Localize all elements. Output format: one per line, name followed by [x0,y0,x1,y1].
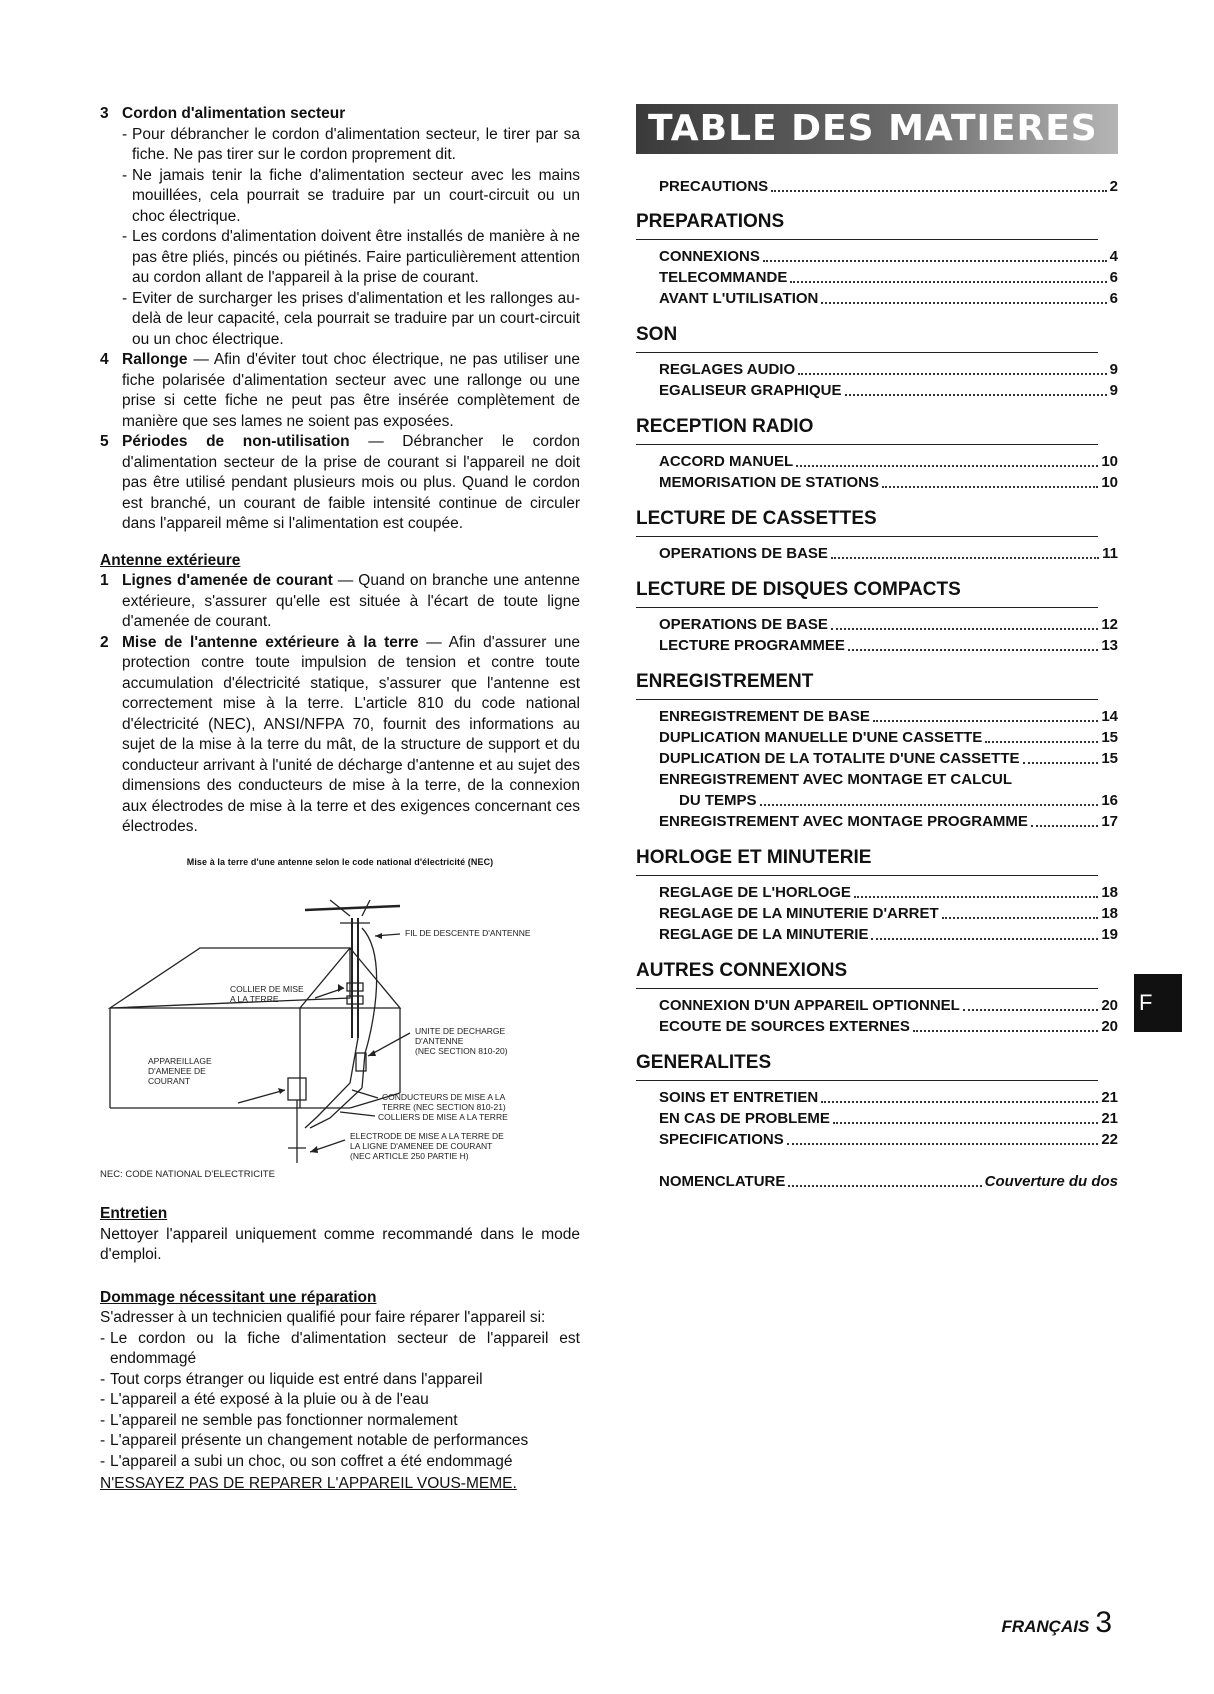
toc-entry-page: 11 [1102,545,1118,562]
item-text: — Quand on branche une antenne extérieure, s'assurer qu'elle est située à l'écart de toute ligne d'amenée de courant. [122,572,581,630]
toc-entry-page: 4 [1109,248,1118,265]
toc-entry-page: 19 [1101,926,1118,943]
toc-entry-page: 6 [1109,290,1118,307]
toc-entry-title: OPERATIONS DE BASE [659,545,828,562]
dot-leader [790,267,1106,283]
toc-entry[interactable] [659,288,1118,309]
dot-leader [821,288,1106,304]
toc-entry-title: DUPLICATION MANUELLE D'UNE CASSETTE [659,729,983,746]
label-lead-in: FIL DE DESCENTE D'ANTENNE [405,928,531,938]
item-number: 3 [100,105,109,122]
item-4 [100,350,580,432]
toc-entry-title: DUPLICATION DE LA TOTALITE D'UNE CASSETTE [659,750,1020,767]
dot-leader [882,472,1098,488]
dot-leader [873,706,1098,722]
table-of-contents [636,104,1118,1207]
toc-entry-page: 14 [1101,708,1118,725]
repair-item: - Le cordon ou la fiche d'alimentation secteur de l'appareil est endommagé [100,1329,580,1370]
toc-group-entries [636,608,1118,656]
toc-entry-title: ECOUTE DE SOURCES EXTERNES [659,1018,910,1035]
dot-leader [854,882,1098,898]
repair-intro: S'adresser à un technicien qualifié pour faire réparer l'appareil si: [100,1309,546,1326]
toc-group-heading: RECEPTION RADIO [636,416,1098,445]
bullet: - Les cordons d'alimentation doivent être installés de manière à ne pas être pliés, pincés ou piétinés. Faire particulièrement attention au cordon allant de l'appareil à la prise de courant. [100,227,580,289]
toc-group-heading: SON [636,324,1098,353]
label-ground-clamps: COLLIERS DE MISE A LA TERRE [378,1112,508,1122]
item-title: Périodes de non-utilisation [122,433,350,450]
item-3 [100,104,580,125]
dot-leader [833,1108,1098,1124]
toc-entry-title: DU TEMPS [679,792,757,809]
toc-group-heading: PREPARATIONS [636,211,1098,240]
toc-entry-page: 21 [1101,1089,1118,1106]
dot-leader [821,1087,1098,1103]
item-number: 5 [100,433,109,450]
toc-group-entries [636,700,1118,832]
label-nec: NEC: CODE NATIONAL D'ELECTRICITE [100,1169,275,1180]
repair-item: - Tout corps étranger ou liquide est entré dans l'appareil [100,1370,580,1391]
antenna-item-1 [100,571,580,633]
item-title: Lignes d'amenée de courant [122,572,333,589]
toc-entry[interactable] [659,267,1118,288]
toc-group-heading: LECTURE DE CASSETTES [636,508,1098,537]
toc-entry-page: 12 [1101,616,1118,633]
toc-group-entries [636,876,1118,945]
label-service-equipment: APPAREILLAGE D'AMENEE DE COURANT [148,1056,212,1086]
dot-leader [963,995,1098,1011]
toc-entry[interactable] [659,811,1118,832]
toc-entry-title: EGALISEUR GRAPHIQUE [659,382,842,399]
dot-leader [1023,748,1099,764]
toc-groups [636,211,1118,1150]
safety-column [100,104,580,1495]
toc-group [636,847,1118,945]
toc-entry-title: AVANT L'UTILISATION [659,290,819,307]
toc-group [636,671,1118,832]
dot-leader [771,176,1106,192]
toc-entry-page: 18 [1101,905,1118,922]
toc-group-entries [636,353,1118,401]
toc-entry[interactable] [659,543,1118,564]
toc-group-heading: ENREGISTREMENT [636,671,1098,700]
item-5 [100,432,580,535]
toc-entry[interactable] [659,246,1118,267]
repair-warning: N'ESSAYEZ PAS DE REPARER L'APPAREIL VOUS-MEME. [100,1475,517,1492]
toc-entry[interactable] [659,614,1118,635]
toc-entry-page: 17 [1101,813,1118,830]
item-number: 4 [100,351,109,368]
toc-entry-title: LECTURE PROGRAMMEE [659,637,845,654]
label-electrode: ELECTRODE DE MISE A LA TERRE DE LA LIGNE D'AMENEE DE COURANT (NEC ARTICLE 250 PARTIE H) [350,1131,504,1161]
toc-entry-page: 10 [1101,453,1118,470]
toc-entry[interactable] [659,1171,1118,1192]
toc-group [636,1052,1118,1150]
bullet: - Eviter de surcharger les prises d'alimentation et les rallonges au-delà de leur capacité, cela pourrait se traduire par un court-circuit ou un choc électrique. [100,289,580,351]
dot-leader [871,924,1098,940]
toc-entry-page: 10 [1101,474,1118,491]
toc-entry-title: ENREGISTREMENT AVEC MONTAGE ET CALCUL [659,771,1013,788]
toc-group-heading: HORLOGE ET MINUTERIE [636,847,1098,876]
toc-entry-title: REGLAGE DE LA MINUTERIE D'ARRET [659,905,939,922]
dot-leader [763,246,1107,262]
item-text: — Afin d'éviter tout choc électrique, ne pas utiliser une fiche polarisée d'alimentation secteur avec une rallonge ou une prise si cette fiche ne peut pas être insérée complètement de manière que ses lames ne soient pas exposées. [122,351,580,430]
toc-entry-page: 6 [1109,269,1118,286]
toc-entry-title: NOMENCLATURE [659,1173,786,1190]
toc-entry[interactable] [659,903,1118,924]
dot-leader [1031,811,1098,827]
toc-entry[interactable] [659,924,1118,945]
toc-entry-page: 20 [1101,997,1118,1014]
dot-leader [796,451,1098,467]
toc-group-entries [636,537,1118,564]
toc-entry[interactable] [659,380,1118,401]
toc-bottom-entry [636,1165,1118,1192]
bullet: - Ne jamais tenir la fiche d'alimentation secteur avec les mains mouillées, cela pourrait se traduire par un court-circuit ou un choc électrique. [100,166,580,228]
toc-entry[interactable] [659,727,1118,748]
label-discharge-unit: UNITE DE DECHARGE D'ANTENNE (NEC SECTION 810-20) [415,1026,508,1056]
toc-entry-page: Couverture du dos [984,1173,1118,1190]
item-title: Mise de l'antenne extérieure à la terre [122,633,419,651]
toc-title: TABLE DES MATIERES [636,104,1118,154]
dot-leader [760,790,1099,806]
toc-entry[interactable] [659,769,1118,790]
toc-entry-page: 18 [1101,884,1118,901]
toc-entry-page: 15 [1101,750,1118,767]
item-text: — Débrancher le cordon d'alimentation secteur de la prise de courant si l'appareil ne doit pas être utilisé pendant plusieurs mois ou plus. Quand le cordon est branché, un courant de faible intensité continue de circuler dans l'appareil même si l'alimentation est coupée. [122,433,580,532]
toc-group-heading: AUTRES CONNEXIONS [636,960,1098,989]
toc-entry-title: REGLAGE DE L'HORLOGE [659,884,851,901]
toc-entry-title: CONNEXION D'UN APPAREIL OPTIONNEL [659,997,960,1014]
dot-leader [831,543,1099,559]
toc-group [636,960,1118,1037]
toc-entry-title: PRECAUTIONS [659,178,769,195]
toc-entry[interactable] [659,359,1118,380]
toc-entry[interactable] [659,635,1118,656]
item-title: Cordon d'alimentation secteur [122,105,346,122]
toc-group [636,579,1118,656]
dot-leader [913,1016,1098,1032]
item-number: 1 [100,572,109,589]
toc-entry[interactable] [659,748,1118,769]
toc-group [636,416,1118,493]
toc-entry-title: TELECOMMANDE [659,269,788,286]
toc-entry-title: REGLAGE DE LA MINUTERIE [659,926,869,943]
toc-entry-page: 9 [1109,361,1118,378]
toc-entry[interactable] [659,995,1118,1016]
repair-heading: Dommage nécessitant une réparation [100,1288,377,1306]
dot-leader [787,1129,1099,1145]
language-tab: F [1134,974,1182,1032]
maintenance-heading: Entretien [100,1205,168,1222]
toc-group [636,324,1118,401]
toc-entry[interactable] [659,790,1118,811]
toc-entry-title: ENREGISTREMENT AVEC MONTAGE PROGRAMME [659,813,1028,830]
toc-group-heading: LECTURE DE DISQUES COMPACTS [636,579,1098,608]
dot-leader [985,727,1098,743]
footer-language: FRANÇAIS [1001,1617,1090,1636]
repair-item: - L'appareil présente un changement notable de performances [100,1431,580,1452]
toc-entry[interactable] [659,472,1118,493]
toc-top-entry [636,176,1118,197]
toc-entry-page: 21 [1101,1110,1118,1127]
label-clamp: COLLIER DE MISE A LA TERRE [230,984,304,1004]
toc-entry[interactable] [659,1108,1118,1129]
dot-leader [798,359,1107,375]
toc-entry-page: 16 [1101,792,1118,809]
toc-entry[interactable] [659,1087,1118,1108]
antenna-item-2 [100,633,580,838]
toc-group [636,508,1118,564]
dot-leader [942,903,1099,919]
toc-entry-page: 22 [1101,1131,1118,1148]
toc-entry-page: 2 [1109,178,1118,195]
toc-entry-title: MEMORISATION DE STATIONS [659,474,879,491]
diagram-caption: Mise à la terre d'une antenne selon le code national d'électricité (NEC) [186,856,494,867]
toc-entry-title: OPERATIONS DE BASE [659,616,828,633]
toc-entry-page: 9 [1109,382,1118,399]
item-title: Rallonge [122,351,188,368]
antenna-heading: Antenne extérieure [100,551,241,569]
page-number: 3 [1095,1606,1112,1639]
toc-entry-title: SOINS ET ENTRETIEN [659,1089,819,1106]
bullet: - Pour débrancher le cordon d'alimentation secteur, le tirer par sa fiche. Ne pas tirer sur le cordon proprement dit. [100,125,580,166]
house-antenna-illustration [100,878,580,1178]
toc-group-entries [636,1081,1118,1150]
toc-entry-page: 13 [1101,637,1118,654]
dot-leader [848,635,1098,651]
toc-entry-title: ACCORD MANUEL [659,453,794,470]
dot-leader [788,1171,981,1187]
repair-item: - L'appareil ne semble pas fonctionner normalement [100,1411,580,1432]
toc-entry[interactable] [659,1129,1118,1150]
grounding-diagram [100,878,580,1178]
dot-leader [831,614,1098,630]
toc-entry-title: REGLAGES AUDIO [659,361,796,378]
repair-item: - L'appareil a été exposé à la pluie ou à de l'eau [100,1390,580,1411]
toc-group-heading: GENERALITES [636,1052,1098,1081]
toc-entry[interactable] [659,451,1118,472]
toc-group-entries [636,240,1118,309]
toc-entry-title: EN CAS DE PROBLEME [659,1110,830,1127]
page-footer [1001,1606,1112,1640]
toc-entry-title: SPECIFICATIONS [659,1131,784,1148]
repair-item: - L'appareil a subi un choc, ou son coffret a été endommagé [100,1452,580,1473]
toc-group [636,211,1118,309]
item-number: 2 [100,633,109,651]
label-ground-conductors: CONDUCTEURS DE MISE A LA TERRE (NEC SECTION 810-21) [382,1092,506,1112]
toc-entry[interactable] [659,882,1118,903]
toc-entry-page: 20 [1101,1018,1118,1035]
toc-group-entries [636,989,1118,1037]
toc-entry[interactable] [659,706,1118,727]
toc-entry[interactable] [659,176,1118,197]
toc-entry[interactable] [659,1016,1118,1037]
toc-entry-page: 15 [1101,729,1118,746]
toc-group-entries [636,445,1118,493]
item-text: — Afin d'assurer une protection contre toute impulsion de tension et contre toute accumulation d'électricité statique, s'assurer que l'antenne est correctement mise à la terre. L'article 810 du code national d'électricité (NEC), ANSI/NFPA 70, fournit des informations au sujet de la mise à la terre du mât, de la structure de support et du conducteur arrivant à l'unité de décharge d'antenne et au sujet des dimensions des conducteurs de mise à la terre, de la connexion aux électrodes de mise à la terre et des exigences concernant ces électrodes. [122,633,581,835]
toc-entry-title: ENREGISTREMENT DE BASE [659,708,870,725]
toc-entry-title: CONNEXIONS [659,248,760,265]
maintenance-text: Nettoyer l'appareil uniquement comme recommandé dans le mode d'emploi. [100,1225,580,1263]
dot-leader [845,380,1107,396]
